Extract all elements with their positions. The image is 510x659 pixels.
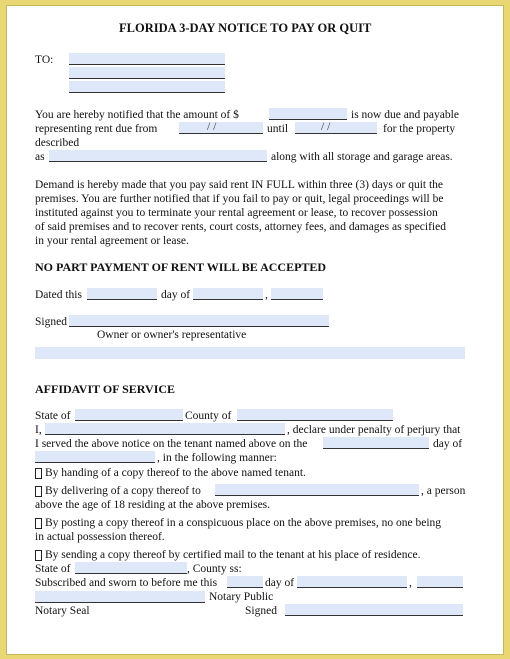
- affidavit-signed-label: Signed: [245, 605, 277, 617]
- owner-signature-field[interactable]: [69, 315, 329, 327]
- rent-until-date-field[interactable]: [295, 122, 377, 134]
- notice-line-4a: as: [35, 151, 45, 163]
- affidavit-county-field[interactable]: [237, 409, 393, 421]
- notice-line-2c: for the property: [383, 123, 456, 135]
- document-title: FLORIDA 3-DAY NOTICE TO PAY OR QUIT: [119, 21, 372, 35]
- affidavit-day-of-label: day of: [433, 438, 463, 450]
- affidavit-served-line: I served the above notice on the tenant named above on the: [35, 438, 308, 450]
- rent-from-date-field[interactable]: [179, 122, 263, 134]
- demand-line-2: premises. You are further notified that if you fail to pay or quit, legal proceedings will be: [35, 193, 444, 205]
- subscribed-day-of-label: day of: [265, 577, 295, 589]
- signed-label: Signed: [35, 316, 67, 328]
- served-month-year-field[interactable]: [35, 451, 155, 463]
- notary-state-field[interactable]: [75, 562, 187, 574]
- to-label: TO:: [35, 54, 54, 66]
- subscribed-comma: ,: [409, 577, 412, 589]
- option1-text: By handing of a copy thereof to the above named tenant.: [45, 467, 306, 479]
- affidavit-manner-text: , in the following manner:: [157, 452, 277, 464]
- affidavit-declare-text: , declare under penalty of perjury that: [287, 424, 461, 436]
- notary-seal-label: Notary Seal: [35, 605, 90, 617]
- dated-this-label: Dated this: [35, 289, 82, 301]
- subscribed-day-field[interactable]: [227, 576, 263, 588]
- notary-county-ss-label: , County ss:: [187, 563, 242, 575]
- notary-state-of-label: State of: [35, 563, 71, 575]
- notice-line-1a: You are hereby notified that the amount of $: [35, 109, 239, 121]
- demand-line-4: of said premises and to recover rents, court costs, attorney fees, and damages as specified: [35, 221, 446, 233]
- dated-comma: ,: [265, 289, 268, 301]
- notice-line-2a: representing rent due from: [35, 123, 158, 135]
- notice-line-1b: is now due and payable: [351, 109, 459, 121]
- subscribed-text: Subscribed and sworn to before me this: [35, 577, 218, 589]
- to-address-field-2[interactable]: [69, 81, 225, 93]
- delivery-recipient-field[interactable]: [215, 484, 419, 496]
- dated-year-field[interactable]: [271, 288, 323, 300]
- affidavit-signature-field[interactable]: [285, 604, 463, 616]
- affidavit-i-label: I,: [35, 424, 42, 436]
- option3-text-a: By posting a copy thereof in a conspicuous place on the above premises, no one being: [45, 517, 442, 529]
- notice-line-2b: until: [267, 123, 289, 135]
- option2-text-a: By delivering of a copy thereof to: [45, 485, 201, 497]
- no-part-payment-heading: NO PART PAYMENT OF RENT WILL BE ACCEPTED: [35, 260, 327, 274]
- option4-checkbox[interactable]: [35, 550, 42, 561]
- dated-day-of-label: day of: [161, 289, 191, 301]
- option2-text-c: above the age of 18 residing at the above premises.: [35, 499, 271, 511]
- affidavit-county-of-label: County of: [185, 410, 232, 422]
- until-date-slashes: / /: [321, 121, 331, 133]
- affiant-name-field[interactable]: [45, 423, 285, 435]
- subscribed-year-field[interactable]: [417, 576, 463, 588]
- dated-day-field[interactable]: [87, 288, 157, 300]
- signed-sub-label: Owner or owner's representative: [97, 329, 247, 341]
- affidavit-state-field[interactable]: [75, 409, 183, 421]
- option3-checkbox[interactable]: [35, 518, 42, 529]
- notice-line-4b: along with all storage and garage areas.: [271, 151, 453, 163]
- served-date-field[interactable]: [323, 437, 429, 449]
- option1-checkbox[interactable]: [35, 468, 42, 479]
- option2-text-b: , a person: [421, 485, 466, 497]
- option3-text-b: in actual possession thereof.: [35, 531, 165, 543]
- notice-line-3: described: [35, 137, 80, 149]
- document-page: [6, 5, 504, 655]
- owner-printed-name-field[interactable]: [35, 347, 465, 359]
- option4-text: By sending a copy thereof by certified mail to the tenant at his place of residence.: [45, 549, 421, 561]
- property-address-field[interactable]: [49, 150, 267, 162]
- notary-signature-field[interactable]: [35, 591, 205, 603]
- amount-field[interactable]: [269, 108, 347, 120]
- demand-line-5: in your rental agreement or lease.: [35, 235, 189, 247]
- subscribed-month-field[interactable]: [297, 576, 407, 588]
- option2-checkbox[interactable]: [35, 486, 42, 497]
- affidavit-heading: AFFIDAVIT OF SERVICE: [35, 382, 176, 396]
- dated-month-field[interactable]: [193, 288, 263, 300]
- demand-line-1: Demand is hereby made that you pay said rent IN FULL within three (3) days or quit the: [35, 179, 444, 191]
- notary-public-label: Notary Public: [209, 591, 274, 603]
- to-address-field-1[interactable]: [69, 67, 225, 79]
- affidavit-state-of-label: State of: [35, 410, 71, 422]
- from-date-slashes: / /: [207, 121, 217, 133]
- to-name-field[interactable]: [69, 53, 225, 65]
- demand-line-3: instituted against you to terminate your rental agreement or lease, to recover possession: [35, 207, 438, 219]
